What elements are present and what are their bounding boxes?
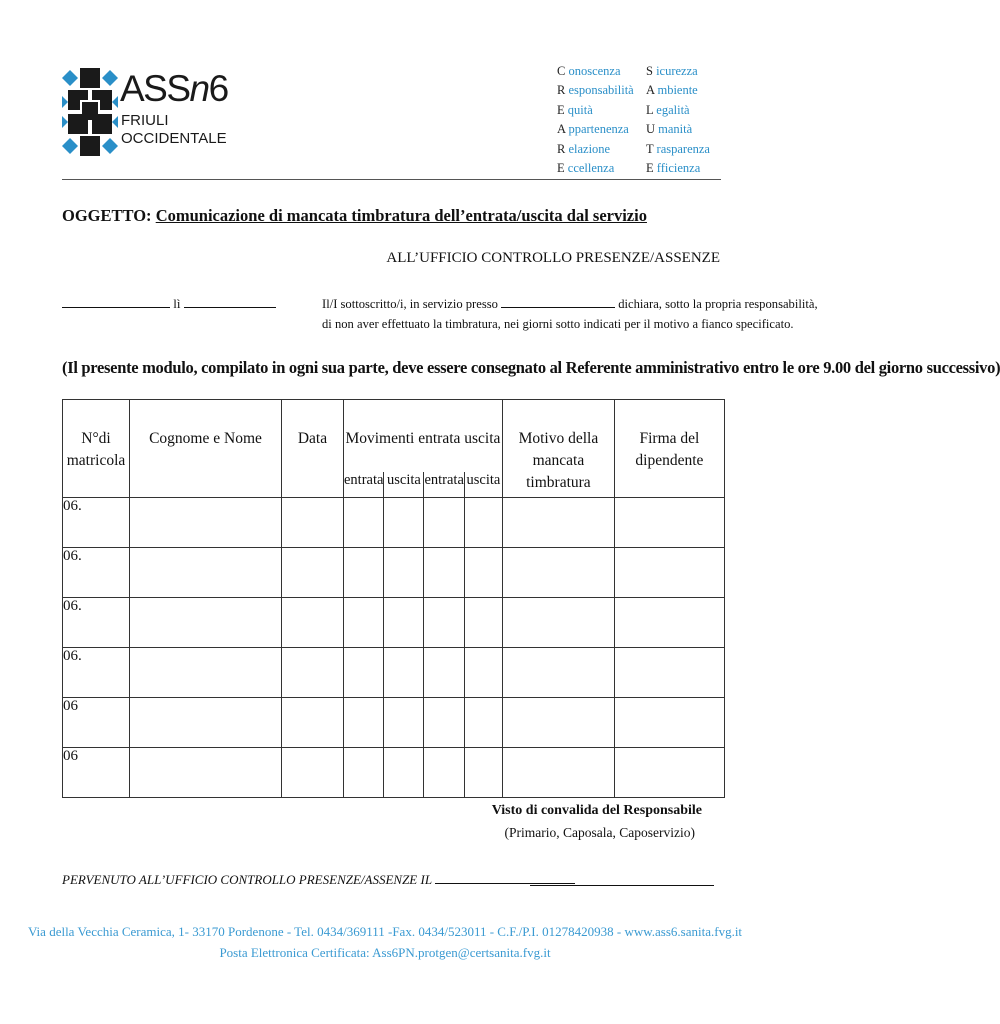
uscita-cell[interactable] — [384, 648, 424, 698]
matricola-cell[interactable]: 06. — [63, 548, 130, 598]
entrata-cell[interactable] — [424, 498, 464, 548]
subheader-uscita: uscita — [464, 472, 502, 498]
values-list-left — [557, 62, 634, 178]
col-header-data: Data — [282, 400, 344, 498]
values-list-right — [646, 62, 710, 178]
nome-cell[interactable] — [130, 748, 282, 798]
entrata-cell[interactable] — [344, 698, 384, 748]
entrata-cell[interactable] — [424, 698, 464, 748]
brand-name: ASSn6 — [120, 68, 228, 109]
value-item: C onoscenza — [557, 64, 621, 78]
matricola-cell[interactable]: 06 — [63, 698, 130, 748]
declaration-text: Il/I sottoscritto/i, in servizio presso dichiara, sotto la propria responsabilità, di non aver effettuato la timbratura, nei giorni sotto indicati per il motivo a fianco specificato. — [322, 297, 818, 331]
firma-cell[interactable] — [614, 698, 724, 748]
subject-label: OGGETTO: — [62, 206, 152, 225]
attendance-table — [62, 399, 725, 798]
entrata-cell[interactable] — [424, 548, 464, 598]
nome-cell[interactable] — [130, 548, 282, 598]
firma-cell[interactable] — [614, 548, 724, 598]
date-field[interactable] — [184, 307, 276, 308]
entrata-cell[interactable] — [344, 748, 384, 798]
received-line — [62, 872, 575, 888]
header-divider — [62, 179, 721, 180]
table-row — [63, 598, 725, 648]
nome-cell[interactable] — [130, 698, 282, 748]
data-cell[interactable] — [282, 698, 344, 748]
subheader-uscita: uscita — [384, 472, 424, 498]
uscita-cell[interactable] — [384, 548, 424, 598]
footer-pec: Posta Elettronica Certificata: Ass6PN.protgen@certsanita.fvg.it — [219, 945, 551, 960]
data-cell[interactable] — [282, 648, 344, 698]
signature-line[interactable] — [530, 885, 714, 886]
motivo-cell[interactable] — [502, 548, 614, 598]
data-cell[interactable] — [282, 548, 344, 598]
logo-mark-icon — [62, 66, 118, 158]
value-item: R elazione — [557, 141, 611, 156]
subject-line — [62, 206, 647, 226]
table-row — [63, 648, 725, 698]
place-date-separator: lì — [173, 296, 181, 311]
data-cell[interactable] — [282, 598, 344, 648]
table-row — [63, 748, 725, 798]
motivo-cell[interactable] — [502, 598, 614, 648]
subheader-entrata: entrata — [424, 472, 464, 498]
subheader-entrata: entrata — [344, 472, 384, 498]
delivery-notice: (Il presente modulo, compilato in ogni sua parte, deve essere consegnato al Referente amministrativo entro le ore 9.00 del giorno successivo) — [62, 358, 1000, 377]
value-item: T rasparenza — [646, 141, 710, 156]
value-item: R esponsabilità — [557, 83, 634, 98]
data-cell[interactable] — [282, 498, 344, 548]
entrata-cell[interactable] — [424, 648, 464, 698]
firma-cell[interactable] — [614, 748, 724, 798]
matricola-cell[interactable]: 06. — [63, 498, 130, 548]
uscita-cell[interactable] — [464, 498, 502, 548]
col-header-motivo: Motivo della mancata timbratura — [502, 400, 614, 498]
matricola-cell[interactable]: 06. — [63, 598, 130, 648]
data-cell[interactable] — [282, 748, 344, 798]
subject-text: Comunicazione di mancata timbratura dell’entrata/uscita dal servizio — [155, 206, 647, 225]
nome-cell[interactable] — [130, 598, 282, 648]
uscita-cell[interactable] — [464, 698, 502, 748]
nome-cell[interactable] — [130, 498, 282, 548]
entrata-cell[interactable] — [344, 648, 384, 698]
place-date-line — [62, 296, 276, 312]
service-field[interactable] — [501, 307, 615, 308]
matricola-cell[interactable]: 06 — [63, 748, 130, 798]
entrata-cell[interactable] — [344, 598, 384, 648]
motivo-cell[interactable] — [502, 648, 614, 698]
nome-cell[interactable] — [130, 648, 282, 698]
uscita-cell[interactable] — [384, 698, 424, 748]
received-date-field[interactable] — [435, 883, 575, 884]
motivo-cell[interactable] — [502, 498, 614, 548]
value-item: U manità — [646, 122, 693, 137]
uscita-cell[interactable] — [464, 548, 502, 598]
entrata-cell[interactable] — [424, 598, 464, 648]
uscita-cell[interactable] — [384, 598, 424, 648]
table-row — [63, 698, 725, 748]
col-header-firma: Firma del dipendente — [614, 400, 724, 498]
value-item: S icurezza — [646, 64, 698, 78]
table-row — [63, 498, 725, 548]
footer-address: Via della Vecchia Ceramica, 1- 33170 Pordenone - Tel. 0434/369111 -Fax. 0434/523011 - C.F./P.I. 01278420938 - www.ass6.sanita.fvg.it — [27, 924, 743, 939]
value-item: E quità — [557, 102, 593, 117]
brand-region: FRIULI OCCIDENTALE — [121, 112, 227, 147]
table-row — [63, 548, 725, 598]
value-item: E fficienza — [646, 161, 701, 176]
motivo-cell[interactable] — [502, 748, 614, 798]
col-header-movimenti: Movimenti entrata uscita — [344, 400, 503, 472]
entrata-cell[interactable] — [344, 548, 384, 598]
firma-cell[interactable] — [614, 598, 724, 648]
uscita-cell[interactable] — [384, 498, 424, 548]
uscita-cell[interactable] — [384, 748, 424, 798]
motivo-cell[interactable] — [502, 698, 614, 748]
col-header-nome: Cognome e Nome — [130, 400, 282, 498]
recipient-office: ALL’UFFICIO CONTROLLO PRESENZE/ASSENZE — [386, 250, 720, 266]
ass6-logo — [62, 66, 228, 162]
approval-title: Visto di convalida del Responsabile — [491, 803, 702, 818]
uscita-cell[interactable] — [464, 598, 502, 648]
uscita-cell[interactable] — [464, 748, 502, 798]
value-item: L egalità — [646, 102, 690, 117]
entrata-cell[interactable] — [424, 748, 464, 798]
received-label: PERVENUTO ALL’UFFICIO CONTROLLO PRESENZE/ASSENZE IL — [62, 872, 432, 887]
matricola-cell[interactable]: 06. — [63, 648, 130, 698]
place-field[interactable] — [62, 307, 170, 308]
value-item: E ccellenza — [557, 161, 615, 176]
value-item: A mbiente — [646, 83, 698, 98]
col-header-matricola: N°di matricola — [63, 400, 130, 498]
approval-subtitle: (Primario, Caposala, Caposervizio) — [504, 825, 695, 840]
uscita-cell[interactable] — [464, 648, 502, 698]
value-item: A ppartenenza — [557, 122, 629, 137]
firma-cell[interactable] — [614, 648, 724, 698]
firma-cell[interactable] — [614, 498, 724, 548]
entrata-cell[interactable] — [344, 498, 384, 548]
